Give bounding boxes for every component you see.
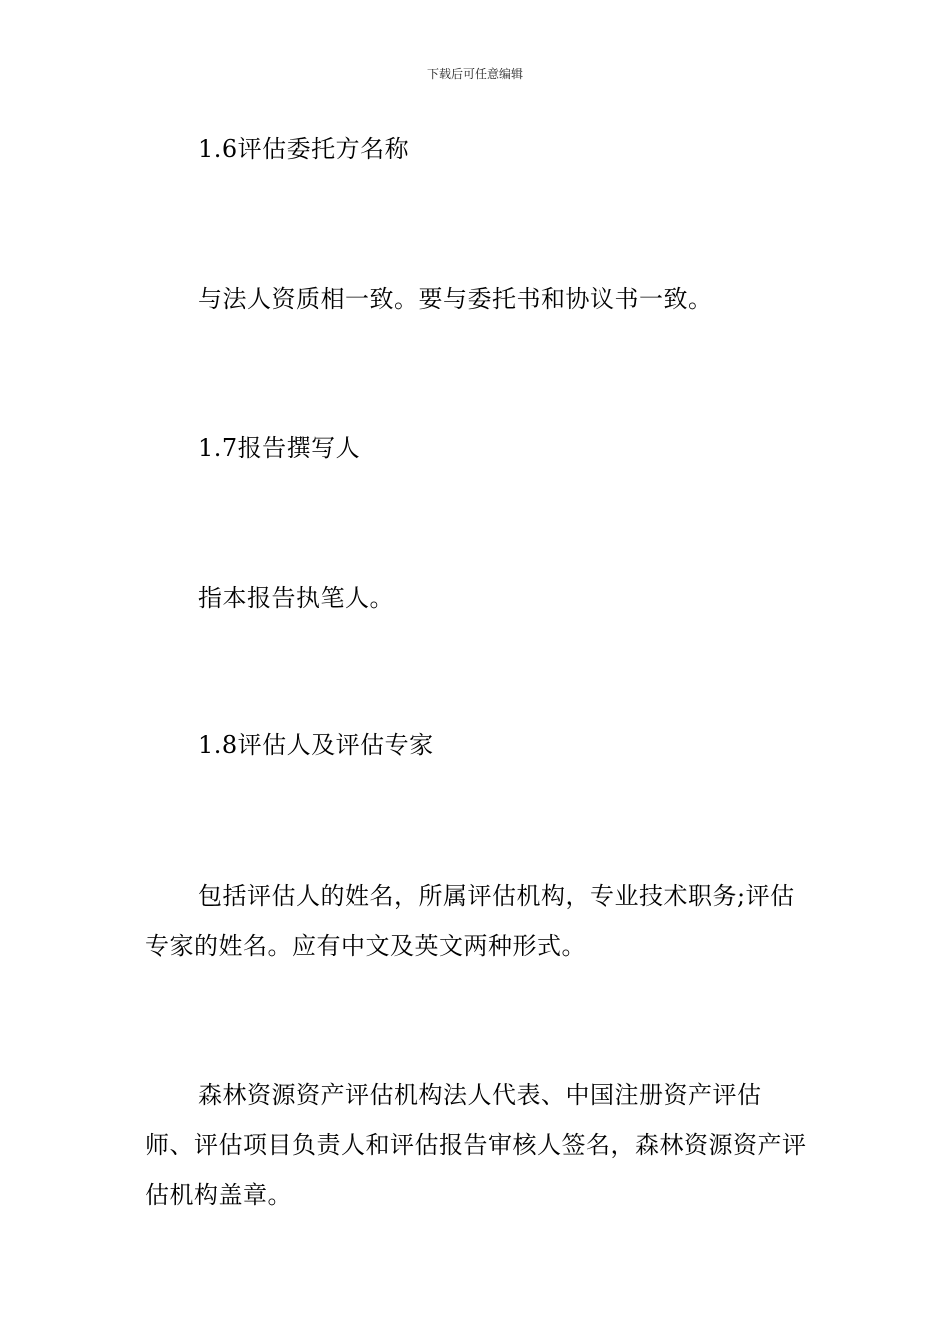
section-heading-1-6: 1.6评估委托方名称	[198, 135, 410, 163]
page-header-note: 下载后可任意编辑	[426, 67, 523, 81]
paragraph-client-name-desc: 与法人资质相一致。要与委托书和协议书一致。	[198, 285, 713, 313]
paragraph-signature-desc: 森林资源资产评估机构法人代表、中国注册资产评估师、评估项目负责人和评估报告审核人签名，森林资源资产评估机构盖章。	[145, 1081, 807, 1209]
paragraph-report-writer-desc: 指本报告执笔人。	[198, 584, 394, 612]
section-heading-1-7: 1.7报告撰写人	[198, 434, 361, 462]
paragraph-appraiser-desc: 包括评估人的姓名，所属评估机构，专业技术职务;评估专家的姓名。应有中文及英文两种形式。	[145, 882, 795, 960]
section-heading-1-8: 1.8评估人及评估专家	[198, 731, 434, 759]
